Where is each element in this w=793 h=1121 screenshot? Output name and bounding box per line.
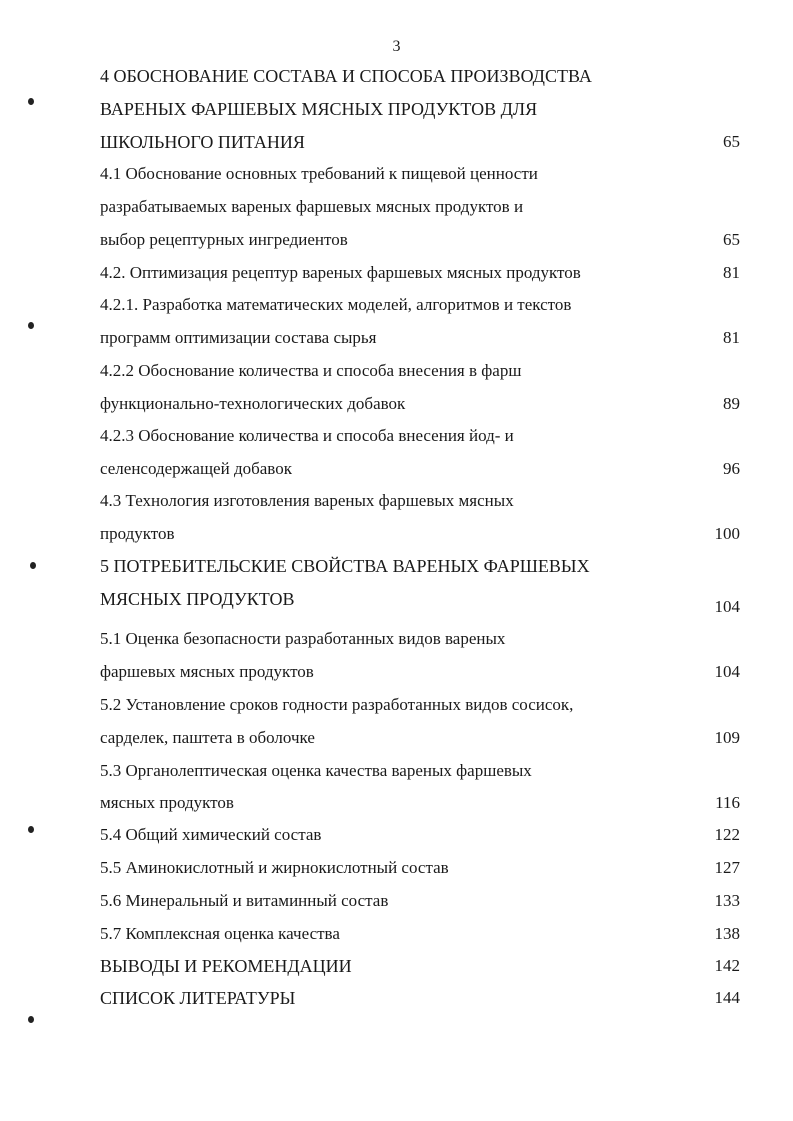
toc-heading-4-line2: ВАРЕНЫХ ФАРШЕВЫХ МЯСНЫХ ПРОДУКТОВ ДЛЯ — [100, 99, 538, 119]
toc-entry-5-2-line2: сарделек, паштета в оболочке — [100, 728, 315, 747]
binder-hole-mark — [28, 322, 34, 329]
toc-page-number: 65 — [723, 230, 740, 249]
toc-entry-4-2-2-line1: 4.2.2 Обоснование количества и способа внесения в фарш — [100, 361, 522, 380]
toc-page-number: 109 — [714, 728, 740, 747]
toc-entry-4-1-line2: разрабатываемых вареных фаршевых мясных продуктов и — [100, 197, 524, 216]
toc-entry-5-1-line1: 5.1 Оценка безопасности разработанных видов вареных — [100, 629, 506, 648]
toc-heading-5-line2: МЯСНЫХ ПРОДУКТОВ — [100, 589, 295, 609]
toc-conclusions: ВЫВОДЫ И РЕКОМЕНДАЦИИ — [100, 956, 352, 976]
binder-hole-mark — [28, 826, 34, 833]
toc-entry-5-5: 5.5 Аминокислотный и жирнокислотный состав — [100, 858, 449, 877]
binder-hole-mark — [30, 562, 36, 569]
toc-entry-4-3-line2: продуктов — [100, 524, 175, 543]
toc-entry-5-2-line1: 5.2 Установление сроков годности разработанных видов сосисок, — [100, 695, 574, 714]
toc-entry-4-1-line1: 4.1 Обоснование основных требований к пищевой ценности — [100, 164, 538, 183]
toc-page-number: 89 — [723, 394, 740, 413]
toc-page-number: 144 — [714, 988, 740, 1007]
toc-page-number: 116 — [715, 793, 740, 812]
toc-entry-5-3-line1: 5.3 Органолептическая оценка качества вареных фаршевых — [100, 761, 532, 780]
toc-references: СПИСОК ЛИТЕРАТУРЫ — [100, 988, 296, 1008]
toc-entry-4-2: 4.2. Оптимизация рецептур вареных фаршевых мясных продуктов — [100, 263, 581, 282]
toc-page-number: 127 — [714, 858, 740, 877]
toc-page-number: 104 — [714, 597, 740, 616]
toc-heading-4-line3: ШКОЛЬНОГО ПИТАНИЯ — [100, 132, 305, 152]
toc-page-number: 65 — [723, 132, 740, 151]
binder-hole-mark — [28, 1016, 34, 1023]
binder-hole-mark — [28, 98, 34, 105]
toc-page-number: 133 — [714, 891, 740, 910]
toc-page-number: 100 — [714, 524, 740, 543]
toc-entry-4-1-line3: выбор рецептурных ингредиентов — [100, 230, 348, 249]
toc-entry-4-2-1-line2: программ оптимизации состава сырья — [100, 328, 377, 347]
toc-page-number: 81 — [723, 328, 740, 347]
toc-page-number: 122 — [714, 825, 740, 844]
toc-page-number: 104 — [714, 662, 740, 681]
toc-entry-4-2-2-line2: функционально-технологических добавок — [100, 394, 406, 413]
toc-page-number: 142 — [714, 956, 740, 975]
toc-page-number: 138 — [714, 924, 740, 943]
toc-entry-5-1-line2: фаршевых мясных продуктов — [100, 662, 314, 681]
toc-entry-4-2-1-line1: 4.2.1. Разработка математических моделей, алгоритмов и текстов — [100, 295, 572, 314]
toc-entry-5-7: 5.7 Комплексная оценка качества — [100, 924, 340, 943]
toc-entry-5-3-line2: мясных продуктов — [100, 793, 234, 812]
toc-heading-4-line1: 4 ОБОСНОВАНИЕ СОСТАВА И СПОСОБА ПРОИЗВОДСТВА — [100, 66, 592, 86]
toc-entry-4-2-3-line1: 4.2.3 Обоснование количества и способа внесения йод- и — [100, 426, 514, 445]
page-number: 3 — [392, 38, 401, 55]
toc-heading-5-line1: 5 ПОТРЕБИТЕЛЬСКИЕ СВОЙСТВА ВАРЕНЫХ ФАРШЕВЫХ — [100, 556, 590, 576]
toc-entry-4-3-line1: 4.3 Технология изготовления вареных фаршевых мясных — [100, 491, 514, 510]
toc-page-number: 96 — [723, 459, 740, 478]
toc-page-number: 81 — [723, 263, 740, 282]
toc-entry-5-6: 5.6 Минеральный и витаминный состав — [100, 891, 389, 910]
toc-entry-4-2-3-line2: селенсодержащей добавок — [100, 459, 292, 478]
toc-entry-5-4: 5.4 Общий химический состав — [100, 825, 322, 844]
